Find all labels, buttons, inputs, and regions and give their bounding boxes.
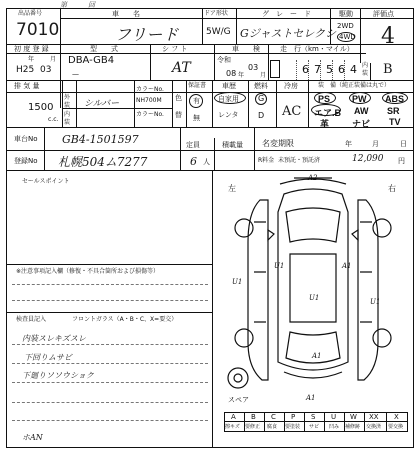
lot-label: 出品番号 xyxy=(18,10,43,17)
mark-spare-a1: A1 xyxy=(306,394,316,400)
legend-name-u: 凹み xyxy=(329,424,340,430)
mark-rightdoor-a1: A1 xyxy=(342,262,352,270)
mileage-digit-5: 4 xyxy=(350,63,357,76)
mileage-digit-2: 7 xyxy=(314,63,321,76)
yen-unit: 円 xyxy=(398,157,405,165)
ac-value: AC xyxy=(282,104,302,119)
fuel-gas: G xyxy=(258,94,265,103)
exterior-color-label: 外装 xyxy=(64,94,71,109)
legend-code-c: C xyxy=(271,413,276,421)
equip-sr: SR xyxy=(387,106,400,116)
windshield-label: フロントガラス（A・B・C、X=要交） xyxy=(72,316,178,323)
legend-name-p: 要塗装 xyxy=(285,424,301,430)
displacement: 1500 xyxy=(28,102,54,113)
legend-code-b: B xyxy=(251,413,256,421)
fuel-diesel: D xyxy=(258,111,265,120)
mileage-label: 走 行（km・マイル） xyxy=(280,45,354,53)
equip-abs-circle xyxy=(382,92,408,104)
fuel-label: 燃料 xyxy=(254,82,268,90)
rating: 4 xyxy=(381,24,395,49)
mark-leftdoor-u1: U1 xyxy=(274,262,285,270)
body-type: 5W/G xyxy=(206,27,231,37)
diagram-right-label: 右 xyxy=(388,184,396,193)
legend-code-p: P xyxy=(291,413,296,421)
first-reg-year: H25 xyxy=(16,65,35,75)
legend-name-b: 要修正 xyxy=(245,424,261,430)
color-no-label: カラーNo. xyxy=(136,86,164,93)
color-no2-label: カラーNo. xyxy=(136,111,164,118)
legend-code-x: X xyxy=(394,413,399,421)
legend-name-a: 擦キズ xyxy=(225,424,240,430)
equip-pw: PW xyxy=(352,94,367,104)
legend-name-x: 要交換 xyxy=(388,424,404,430)
model-code: DBA-GB4 xyxy=(68,55,115,66)
name-change-label: 名変期限 xyxy=(262,139,294,148)
legend-name-c: 腐食 xyxy=(267,424,278,430)
inspection-label: 車 検 xyxy=(232,45,260,53)
recycle-fee-label: R料金 xyxy=(258,157,275,164)
first-reg-label: 初 度 登 録 xyxy=(14,45,49,53)
legend-name-w: 補修跡 xyxy=(345,424,361,430)
history-label: 車歴 xyxy=(222,82,236,90)
chassis-no: GB4-1501597 xyxy=(62,133,139,146)
reg-no: 札幌504ム7277 xyxy=(58,155,148,169)
warranty-yes: 有 xyxy=(193,97,200,105)
history-rental: レンタ xyxy=(218,111,239,119)
car-diagram xyxy=(214,172,412,400)
inspector-note-1: 内装スレキズスレ xyxy=(22,334,86,343)
body-type-label: ドア形状 xyxy=(204,10,228,17)
equip-abs: ABS xyxy=(385,94,405,104)
mileage-first-box xyxy=(270,60,280,78)
equip-tv: TV xyxy=(389,117,401,127)
equipment-label: 装 備（純正装備は丸で） xyxy=(318,82,391,89)
passengers: 6 xyxy=(190,155,197,168)
mark-right-u1: U1 xyxy=(370,298,381,306)
equip-navi: ナビ xyxy=(352,119,371,129)
cc-unit: c.c. xyxy=(48,116,59,123)
mileage-digit-4: 6 xyxy=(338,63,345,76)
drive-label: 駆動 xyxy=(339,10,353,18)
load-label: 積載量 xyxy=(222,141,243,149)
reg-label: 登録No xyxy=(14,157,38,165)
equip-airbag-circle xyxy=(311,104,341,116)
first-reg-month: 03 xyxy=(40,65,52,75)
name-change-day: 日 xyxy=(400,140,407,148)
legend-name-s: サビ xyxy=(309,424,320,430)
change-label: 替 xyxy=(175,111,182,119)
name-change-month: 月 xyxy=(372,140,379,148)
history-private: 自家用 xyxy=(218,95,239,103)
inspection-month: 03 xyxy=(248,63,259,72)
equip-aw: AW xyxy=(354,106,369,116)
legend-code-s: S xyxy=(311,413,316,421)
equip-ps-circle xyxy=(314,92,336,104)
equip-airbag: エア.B xyxy=(314,108,342,118)
inspector-sign: ホAN xyxy=(22,433,43,442)
legend-code-u: U xyxy=(331,413,337,421)
color-label: 色 xyxy=(175,94,182,102)
name-change-year: 年 xyxy=(345,140,352,148)
shift: AT xyxy=(172,60,191,76)
recycle-fee: 12,090 xyxy=(352,154,384,164)
notes-label: ※注意事項記入欄（修復・不具合箇所および損傷等） xyxy=(16,268,160,275)
drive-2wd: 2WD xyxy=(337,22,354,30)
legend-name-xx: 交換済 xyxy=(366,424,382,430)
color-no: NH700M xyxy=(136,97,162,104)
grade: Gジャストセレクシ xyxy=(240,27,337,40)
inspection-year-unit: 年 xyxy=(238,72,245,79)
mark-center-u1: U1 xyxy=(309,294,320,302)
passenger-label: 定員 xyxy=(186,141,200,149)
rating-label: 評価点 xyxy=(373,10,394,18)
drive-4wd: 4WD xyxy=(339,33,356,41)
ac-label: 冷房 xyxy=(284,82,298,90)
shift-label: シ フ ト xyxy=(162,45,188,53)
model-label: 型 式 xyxy=(90,45,118,53)
inspection-month-unit: 月 xyxy=(260,72,267,79)
mark-front-a2: A2 xyxy=(308,174,318,182)
mark-left-u1: U1 xyxy=(232,278,243,286)
legend-code-w: W xyxy=(350,413,357,421)
legend-code-a: A xyxy=(231,413,236,421)
inspector-note-3: 下廻りソソウショク xyxy=(22,371,94,380)
interior-grade: B xyxy=(383,62,393,77)
car-name: フリード xyxy=(115,25,179,44)
equip-leather: 革 xyxy=(320,119,330,129)
diagram-left-label: 左 xyxy=(228,184,236,193)
inspector-note-2: 下回りムサビ xyxy=(24,353,72,362)
model-sub: — xyxy=(72,70,79,78)
warranty-label: 保証書 xyxy=(188,82,207,89)
exterior-color: シルバー xyxy=(84,99,120,109)
equip-pw-circle xyxy=(349,92,371,104)
era-label: 年 xyxy=(28,56,35,63)
top-scribble: 第 回 xyxy=(60,1,95,9)
interior-color-label: 内装 xyxy=(64,111,71,126)
warranty-no: 無 xyxy=(193,114,200,122)
car-name-label: 車 名 xyxy=(112,10,140,18)
recycle-note: 未預託・預託済 xyxy=(278,157,321,164)
legend-code-xx: XX xyxy=(369,413,379,421)
grade-label: グ レ ー ド xyxy=(262,10,311,18)
inspection-year: 08 xyxy=(226,69,237,78)
mileage-digit-1: 6 xyxy=(302,63,309,76)
mark-rear-a1: A1 xyxy=(312,352,322,360)
inspection-era: 令和 xyxy=(217,56,231,64)
month-label: 月 xyxy=(50,56,57,63)
sales-point-label: セールスポイント xyxy=(22,178,70,185)
mileage-digit-3: 5 xyxy=(326,63,333,76)
spare-label: スペア xyxy=(228,396,249,404)
equip-ps: PS xyxy=(318,94,331,104)
interior-label: 内装 xyxy=(362,62,369,77)
displacement-label: 排 気 量 xyxy=(14,82,40,90)
lot-number: 7010 xyxy=(16,20,60,40)
passenger-unit: 人 xyxy=(203,158,210,166)
chassis-label: 車台No xyxy=(14,135,38,143)
inspector-label: 検査員記入 xyxy=(16,316,47,323)
